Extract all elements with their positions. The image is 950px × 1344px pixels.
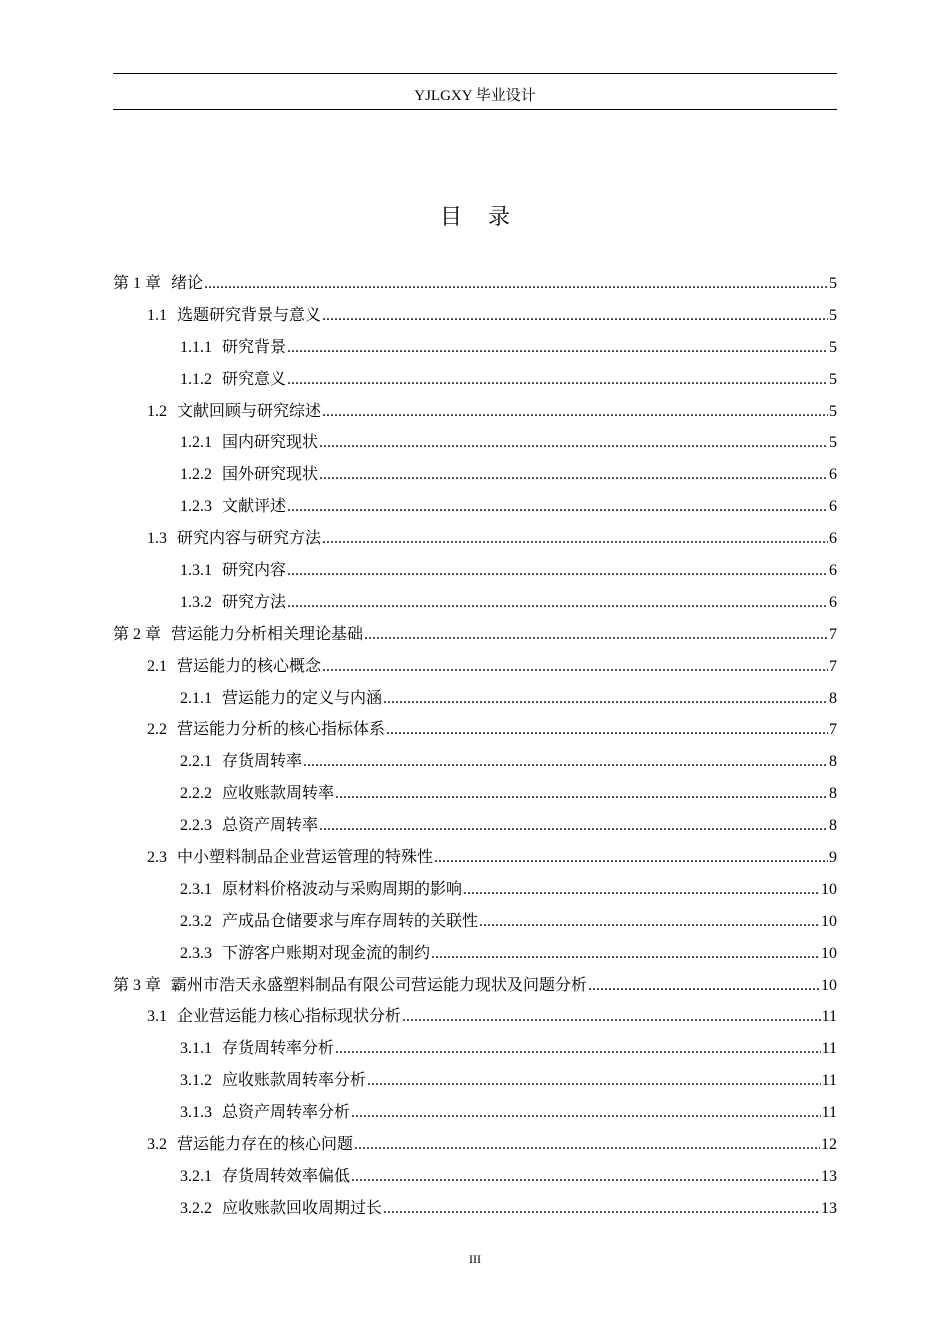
toc-entry-number: 1.2.1 (180, 434, 212, 452)
toc-leader-dots (351, 1161, 820, 1193)
toc-entry[interactable] (113, 746, 837, 778)
toc-entry[interactable] (113, 1097, 837, 1129)
toc-entry-page: 8 (829, 689, 837, 707)
toc-entry-label (180, 938, 430, 970)
toc-entry-title: 应收账款回收周期过长 (222, 1199, 383, 1217)
toc-entry-number: 第 2 章 (113, 625, 162, 643)
toc-entry-number: 2.3.2 (180, 912, 212, 930)
toc-entry-label (113, 970, 587, 1002)
toc-leader-dots (367, 1065, 821, 1097)
toc-entry[interactable] (113, 1033, 837, 1065)
toc-entry-number: 第 1 章 (113, 275, 162, 292)
toc-entry[interactable] (113, 938, 837, 970)
toc-entry-number: 3.1.1 (180, 1040, 212, 1058)
toc-entry[interactable] (113, 778, 837, 810)
toc-entry[interactable] (113, 491, 837, 523)
toc-entry[interactable] (113, 1065, 837, 1097)
toc-entry-label (180, 906, 478, 938)
toc-entry-page: 5 (829, 402, 837, 420)
toc-entry-title: 营运能力分析相关理论基础 (171, 625, 364, 643)
toc-entry-title: 文献回顾与研究综述 (177, 402, 322, 420)
toc-entry-label (180, 364, 286, 396)
toc-entry-title: 绪论 (171, 275, 204, 292)
toc-entry-page: 7 (829, 625, 837, 643)
toc-entry-page: 10 (821, 912, 837, 930)
toc-entry-page: 10 (821, 944, 837, 962)
toc-entry-number: 2.2.1 (180, 753, 212, 771)
toc-entry-label (180, 810, 318, 842)
toc-entry-page: 12 (821, 1136, 837, 1154)
toc-entry-number: 1.3.1 (180, 562, 212, 580)
toc-entry-label (113, 268, 203, 300)
toc-entry-page: 13 (821, 1167, 837, 1185)
toc-leader-dots (303, 746, 828, 778)
toc-entry-number: 2.2.3 (180, 817, 212, 835)
toc-entry-page: 5 (829, 275, 837, 292)
toc-leader-dots (319, 459, 828, 491)
toc-entry-title: 选题研究背景与意义 (177, 306, 322, 324)
toc-entry-number: 2.1.1 (180, 689, 212, 707)
toc-entry-label (180, 459, 318, 491)
toc-entry-label (147, 1001, 401, 1033)
toc-entry-number: 2.3.3 (180, 944, 212, 962)
toc-entry-label (180, 746, 302, 778)
toc-entry-label (147, 300, 321, 332)
toc-leader-dots (287, 364, 828, 396)
toc-entry-page: 6 (829, 530, 837, 548)
toc-entry-label (113, 619, 363, 651)
toc-title: 目录 (439, 204, 536, 229)
toc-entry-label (180, 491, 286, 523)
toc-leader-dots (364, 619, 828, 651)
toc-entry[interactable] (113, 396, 837, 428)
toc-entry-title: 应收账款周转率分析 (222, 1072, 367, 1090)
toc-entry-number: 1.1.2 (180, 370, 212, 388)
toc-entry-page: 6 (829, 593, 837, 611)
toc-entry-label (180, 683, 382, 715)
toc-entry-title: 研究方法 (222, 593, 287, 611)
toc-leader-dots (287, 555, 828, 587)
toc-entry-number: 1.2.3 (180, 498, 212, 516)
toc-entry-title: 营运能力分析的核心指标体系 (177, 721, 386, 739)
toc-entry-label (147, 651, 321, 683)
toc-entry-number: 3.2.1 (180, 1167, 212, 1185)
header-rule-bottom (113, 109, 837, 110)
toc-entry[interactable] (113, 364, 837, 396)
toc-leader-dots (383, 683, 828, 715)
footer-page-number: III (469, 1252, 481, 1266)
toc-entry-label (147, 714, 385, 746)
toc-entry-title: 企业营运能力核心指标现状分析 (177, 1008, 402, 1026)
toc-entry-page: 5 (829, 306, 837, 324)
toc-entry[interactable] (113, 810, 837, 842)
toc-leader-dots (335, 778, 828, 810)
toc-entry[interactable] (113, 523, 837, 555)
toc-entry-number: 1.1 (147, 306, 167, 324)
toc-entry-title: 营运能力的核心概念 (177, 657, 322, 675)
toc-entry[interactable] (113, 874, 837, 906)
toc-entry-label (180, 1065, 366, 1097)
toc-leader-dots (322, 396, 828, 428)
toc-entry[interactable] (113, 1161, 837, 1193)
toc-entry-number: 2.3 (147, 849, 167, 867)
toc-entry-label (147, 523, 321, 555)
toc-entry-number: 3.2 (147, 1136, 167, 1154)
toc-entry-title: 国内研究现状 (222, 434, 319, 452)
toc-entry-label (147, 1129, 353, 1161)
toc-entry[interactable] (113, 300, 837, 332)
toc-entry-number: 第 3 章 (113, 976, 162, 994)
toc-entry-page: 7 (829, 721, 837, 739)
toc-entry[interactable] (113, 651, 837, 683)
toc-entry[interactable] (113, 906, 837, 938)
toc-leader-dots (463, 874, 820, 906)
toc-leader-dots (354, 1129, 820, 1161)
toc-entry-title: 研究内容 (222, 562, 287, 580)
toc-leader-dots (204, 268, 828, 300)
toc-entry[interactable] (113, 268, 837, 300)
toc-entry-title: 国外研究现状 (222, 466, 319, 484)
toc-leader-dots (287, 332, 828, 364)
toc-entry-label (180, 1193, 382, 1225)
toc-entry-page: 6 (829, 562, 837, 580)
toc-entry-page: 6 (829, 498, 837, 516)
toc-entry-label (180, 555, 286, 587)
toc-entry-title: 研究背景 (222, 338, 287, 356)
toc-entry-number: 1.2.2 (180, 466, 212, 484)
toc-entry-title: 原材料价格波动与采购周期的影响 (222, 880, 463, 898)
toc-entry-number: 3.1.3 (180, 1104, 212, 1122)
toc-entry[interactable] (113, 683, 837, 715)
toc-leader-dots (319, 810, 828, 842)
toc-entry-number: 2.3.1 (180, 880, 212, 898)
toc-leader-dots (322, 651, 828, 683)
toc-entry[interactable] (113, 459, 837, 491)
toc-entry-number: 3.2.2 (180, 1199, 212, 1217)
toc-entry-title: 中小塑料制品企业营运管理的特殊性 (177, 849, 434, 867)
toc-leader-dots (335, 1033, 821, 1065)
toc-leader-dots (351, 1097, 821, 1129)
toc-entry-number: 3.1 (147, 1008, 167, 1026)
toc-entry-label (180, 332, 286, 364)
toc-leader-dots (402, 1001, 821, 1033)
toc-entry-number: 3.1.2 (180, 1072, 212, 1090)
toc-entry-title: 存货周转效率偏低 (222, 1167, 351, 1185)
toc-entry-page: 13 (821, 1199, 837, 1217)
toc-entry-title: 总资产周转率分析 (222, 1104, 351, 1122)
toc-entry-label (180, 1161, 350, 1193)
toc-entry-title: 霸州市浩天永盛塑料制品有限公司营运能力现状及问题分析 (171, 976, 588, 994)
toc-entry[interactable] (113, 1001, 837, 1033)
toc-entry-title: 下游客户账期对现金流的制约 (222, 944, 431, 962)
toc-entry-title: 研究意义 (222, 370, 287, 388)
toc-entry[interactable] (113, 1193, 837, 1225)
toc-entry-label (147, 396, 321, 428)
toc-entry-label (147, 842, 433, 874)
toc-entry[interactable] (113, 1129, 837, 1161)
running-header: YJLGXY 毕业设计 (414, 88, 536, 104)
toc-entry-title: 产成品仓储要求与库存周转的关联性 (222, 912, 479, 930)
toc-entry-label (180, 427, 318, 459)
toc-entry-title: 营运能力的定义与内涵 (222, 689, 383, 707)
toc-entry[interactable] (113, 427, 837, 459)
toc-entry-page: 6 (829, 466, 837, 484)
toc-entry-number: 1.3 (147, 530, 167, 548)
toc-leader-dots (588, 970, 820, 1002)
toc-entry-page: 11 (821, 1040, 837, 1058)
toc-entry-page: 7 (829, 657, 837, 675)
toc-entry-title: 应收账款周转率 (222, 785, 335, 803)
toc-entry-title: 文献评述 (222, 498, 287, 516)
toc-entry-page: 8 (829, 785, 837, 803)
toc-entry-page: 5 (829, 434, 837, 452)
toc-entry-number: 2.1 (147, 657, 167, 675)
toc-leader-dots (322, 300, 828, 332)
toc-leader-dots (383, 1193, 820, 1225)
toc-entry-label (180, 874, 462, 906)
toc-leader-dots (479, 906, 820, 938)
toc-entry-page: 5 (829, 370, 837, 388)
toc-entry[interactable] (113, 332, 837, 364)
toc-entry-label (180, 1033, 334, 1065)
toc-entry[interactable] (113, 619, 837, 651)
header-rule-top (113, 73, 837, 74)
toc-entry-page: 5 (829, 338, 837, 356)
toc-leader-dots (322, 523, 828, 555)
toc-entry-title: 总资产周转率 (222, 817, 319, 835)
toc-entry-page: 11 (821, 1072, 837, 1090)
toc-entry-title: 营运能力存在的核心问题 (177, 1136, 354, 1154)
table-of-contents (113, 268, 837, 1225)
toc-entry-page: 10 (821, 880, 837, 898)
toc-entry-label (180, 1097, 350, 1129)
toc-entry-label (180, 587, 286, 619)
toc-entry[interactable] (113, 587, 837, 619)
toc-entry-title: 研究内容与研究方法 (177, 530, 322, 548)
toc-entry[interactable] (113, 714, 837, 746)
toc-entry[interactable] (113, 970, 837, 1002)
toc-entry-number: 2.2.2 (180, 785, 212, 803)
toc-entry[interactable] (113, 842, 837, 874)
toc-entry-page: 11 (821, 1008, 837, 1026)
toc-entry-title: 存货周转率分析 (222, 1040, 335, 1058)
toc-leader-dots (287, 491, 828, 523)
toc-leader-dots (319, 427, 828, 459)
toc-leader-dots (287, 587, 828, 619)
toc-entry-number: 1.2 (147, 402, 167, 420)
toc-entry-number: 1.3.2 (180, 593, 212, 611)
toc-entry-page: 11 (821, 1104, 837, 1122)
toc-leader-dots (386, 714, 828, 746)
toc-entry-page: 8 (829, 753, 837, 771)
toc-entry-title: 存货周转率 (222, 753, 303, 771)
toc-entry-page: 8 (829, 817, 837, 835)
toc-entry-page: 9 (829, 849, 837, 867)
toc-entry-number: 1.1.1 (180, 338, 212, 356)
toc-entry-page: 10 (821, 976, 837, 994)
toc-leader-dots (434, 842, 828, 874)
toc-leader-dots (431, 938, 820, 970)
toc-entry-label (180, 778, 334, 810)
toc-entry-number: 2.2 (147, 721, 167, 739)
toc-entry[interactable] (113, 555, 837, 587)
